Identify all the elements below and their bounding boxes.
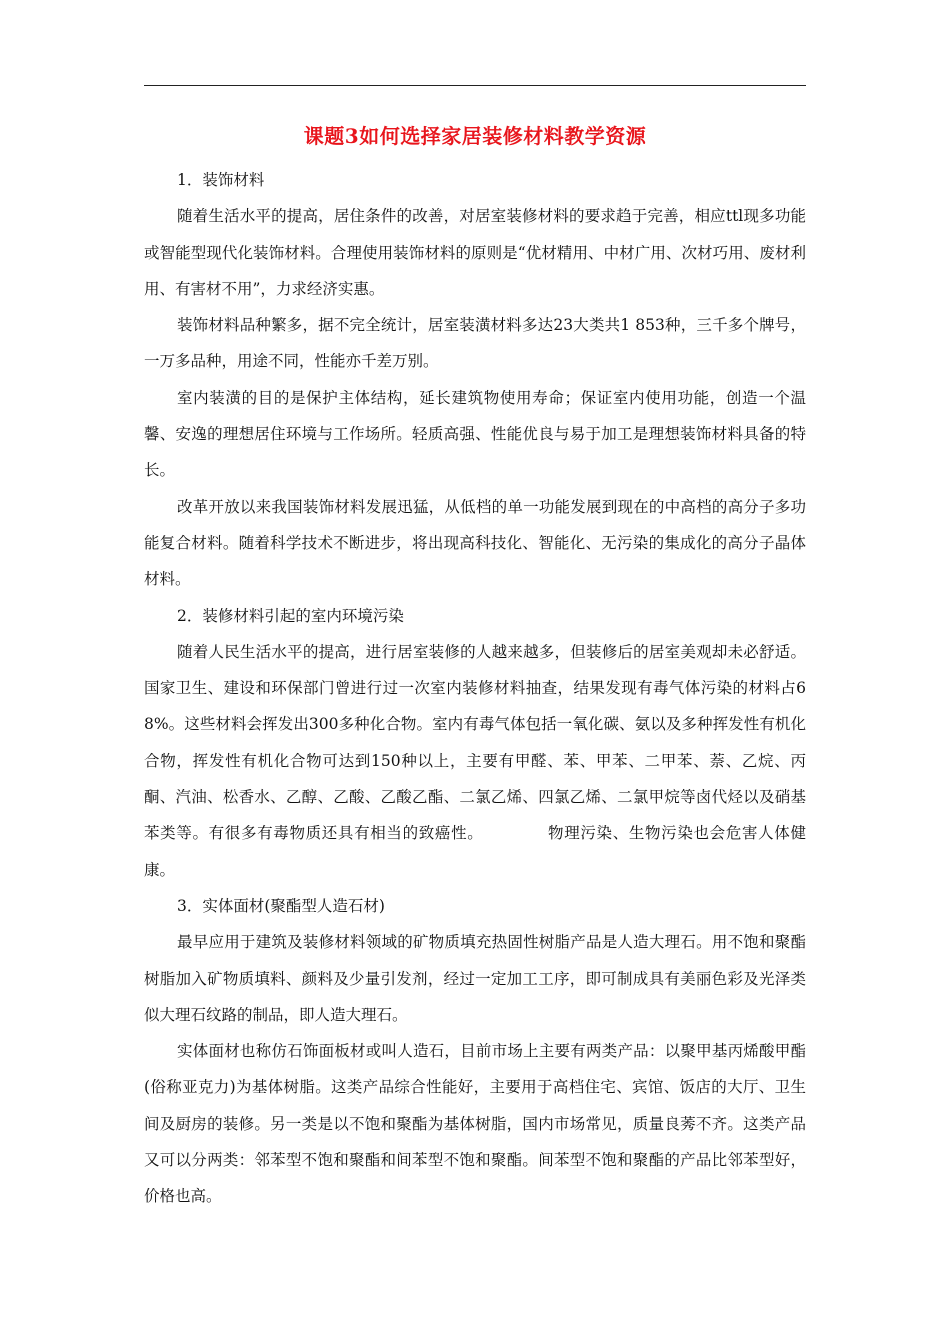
paragraph: 改革开放以来我国装饰材料发展迅猛，从低档的单一功能发展到现在的中高档的高分子多功能复合材料。随着科学技术不断进步，将出现高科技化、智能化、无污染的集成化的高分子晶体材料。 xyxy=(144,497,806,589)
section-heading-solid-surface: 3．实体面材(聚酯型人造石材) xyxy=(177,896,385,915)
paragraph xyxy=(144,634,806,888)
header-rule xyxy=(144,85,806,86)
document-title: 课题3如何选择家居装修材料教学资源 xyxy=(303,124,647,148)
paragraph: 实体面材也称仿石饰面板材或叫人造石，目前市场上主要有两类产品：以聚甲基丙烯酸甲酯(俗称亚克力)为基体树脂。这类产品综合性能好，主要用于高档住宅、宾馆、饭店的大厅、卫生间及厨房的装修。另一类是以不饱和聚酯为基体树脂，国内市场常见，质量良莠不齐。这类产品又可以分两类：邻苯型不饱和聚酯和间苯型不饱和聚酯。间苯型不饱和聚酯的产品比邻苯型好，价格也高。 xyxy=(144,1042,806,1206)
paragraph: 装饰材料品种繁多，据不完全统计，居室装潢材料多达23大类共1 853种，三千多个牌号，一万多品种，用途不同，性能亦千差万别。 xyxy=(144,316,806,371)
paragraph: 随着生活水平的提高，居住条件的改善，对居室装修材料的要求趋于完善，相应ttl现多功能或智能型现代化装饰材料。合理使用装饰材料的原则是“优材精用、中材广用、次材巧用、废材利用、有害材不用”，力求经济实惠。 xyxy=(144,207,806,298)
document-body xyxy=(144,162,806,1215)
paragraph: 最早应用于建筑及装修材料领域的矿物质填充热固性树脂产品是人造大理石。用不饱和聚酯树脂加入矿物质填料、颜料及少量引发剂，经过一定加工工序，即可制成具有美丽色彩及光泽类似大理石纹路的制品，即人造大理石。 xyxy=(144,933,806,1024)
paragraph-tail-text: 物理污染、生物污染也会危害人体健康。 xyxy=(144,824,806,879)
paragraph-main-text: 随着人民生活水平的提高，进行居室装修的人越来越多，但装修后的居室美观却未必舒适。国家卫生、建设和环保部门曾进行过一次室内装修材料抽查，结果发现有毒气体污染的材料占68%。这些材料会挥发出300多种化合物。室内有毒气体包括一氧化碳、氨以及多种挥发性有机化合物，挥发性有机化合物可达到150种以上，主要有甲醛、苯、甲苯、二甲苯、萘、乙烷、丙酮、汽油、松香水、乙醇、乙酸、乙酸乙酯、二氯乙烯、四氯乙烯、二氯甲烷等卤代烃以及硝基苯类等。有很多有毒物质还具有相当的致癌性。 xyxy=(144,642,806,843)
paragraph: 室内装潢的目的是保护主体结构，延长建筑物使用寿命；保证室内使用功能，创造一个温馨、安逸的理想居住环境与工作场所。轻质高强、性能优良与易于加工是理想装饰材料具备的特长。 xyxy=(144,388,806,480)
section-heading-indoor-pollution: 2．装修材料引起的室内环境污染 xyxy=(177,606,404,625)
section-heading-decorative-materials: 1．装饰材料 xyxy=(177,171,265,189)
